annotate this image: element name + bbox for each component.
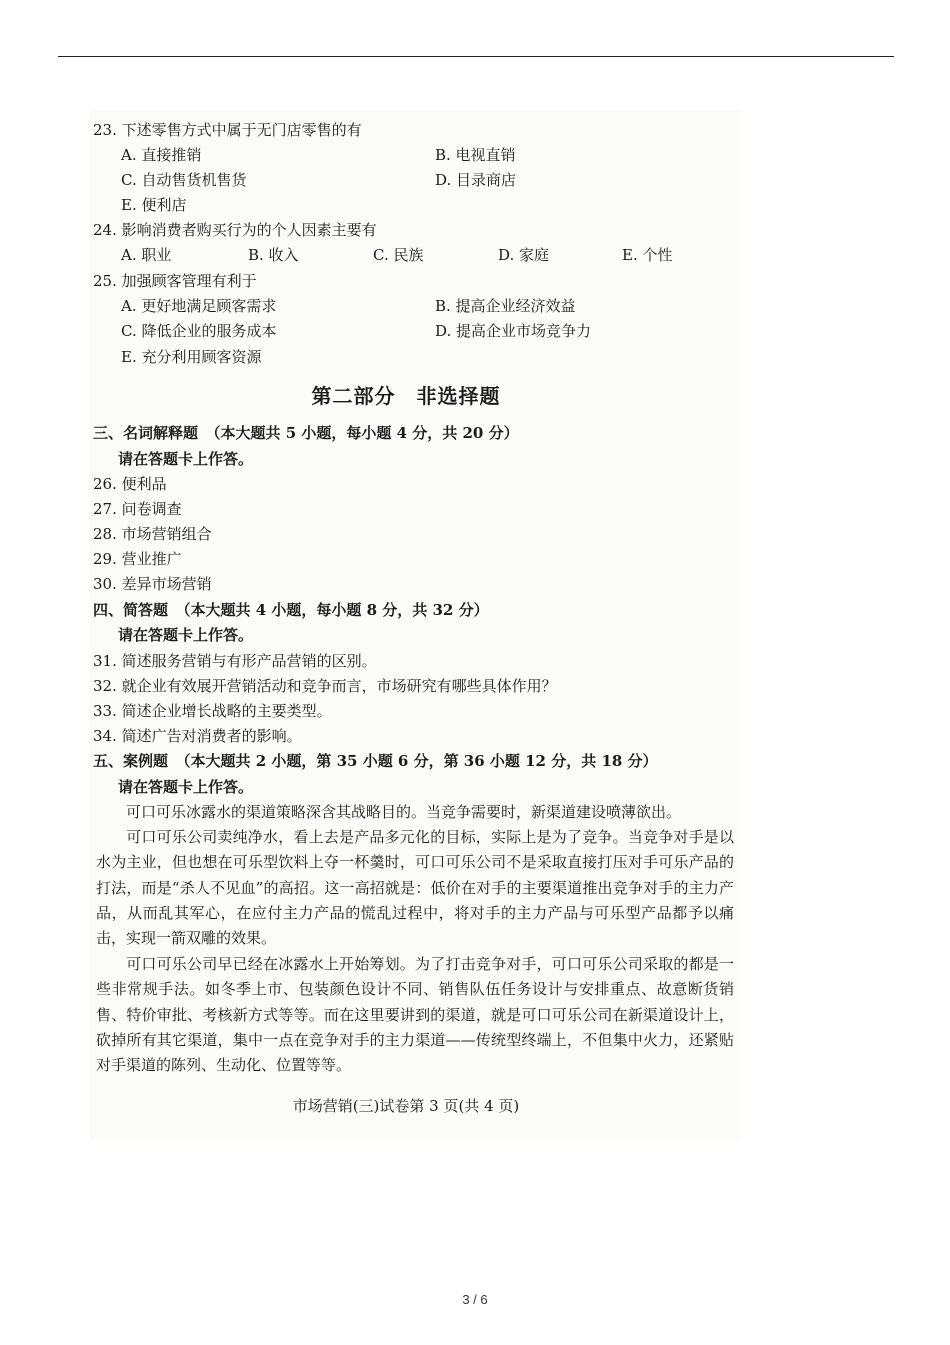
q25-option-b: B. 提高企业经济效益 [435,297,576,315]
case-paragraph-2-text: 可口可乐公司卖纯净水，看上去是产品多元化的目标，实际上是为了竞争。当竞争对手是以水为主业，但也想在可乐型饮料上夺一杯羹时，可口可乐公司不是采取直接打压对手可乐产品的打法，而是“杀人不见血”的高招。这一高招就是：低价在对手的主要渠道推出竞争对手的主力产品，从而乱其军心，在应付主力产品的慌乱过程中，将对手的主力产品与可乐型产品都予以痛击，实现一箭双雕的效果。 [96,828,734,948]
q23-option-c: C. 自动售货机售货 [121,171,247,189]
section-5-note: 请在答题卡上作答。 [118,778,254,796]
case-paragraph-1 [96,800,734,825]
q24-option-c: C. 民族 [373,246,424,264]
q23-option-d: D. 目录商店 [435,171,517,189]
q24-stem: 24. 影响消费者购买行为的个人因素主要有 [93,221,377,239]
q25-option-a: A. 更好地满足顾客需求 [121,297,277,315]
page-number: 3 / 6 [462,1292,488,1307]
section-4-heading: 四、简答题 （本大题共 4 小题，每小题 8 分，共 32 分） [93,601,489,619]
q23-option-b: B. 电视直销 [435,146,516,164]
section-4-note: 请在答题卡上作答。 [118,626,254,644]
q23-option-e: E. 便利店 [121,196,187,214]
top-rule [58,56,894,57]
term-item: 29. 营业推广 [93,550,182,568]
term-item: 26. 便利品 [93,475,167,493]
section-3-note: 请在答题卡上作答。 [118,450,254,468]
term-item: 28. 市场营销组合 [93,525,212,543]
section-3-heading: 三、名词解释题 （本大题共 5 小题，每小题 4 分，共 20 分） [93,424,519,442]
page-footer: 市场营销(三)试卷第 3 页(共 4 页) [292,1097,520,1115]
short-answer-item: 31. 简述服务营销与有形产品营销的区别。 [93,652,377,670]
section-5-heading: 五、案例题 （本大题共 2 小题，第 35 小题 6 分，第 36 小题 12 分，共 18 分） [93,752,658,770]
short-answer-item: 32. 就企业有效展开营销活动和竞争而言，市场研究有哪些具体作用？ [93,677,557,695]
q24-option-a: A. 职业 [121,246,172,264]
q24-option-e: E. 个性 [622,246,673,264]
q24-option-d: D. 家庭 [498,246,550,264]
case-paragraph-3 [96,952,734,1078]
short-answer-item: 33. 简述企业增长战略的主要类型。 [93,702,332,720]
q24-option-b: B. 收入 [248,246,299,264]
q23-stem: 23. 下述零售方式中属于无门店零售的有 [93,121,362,139]
case-paragraph-1-text: 可口可乐冰露水的渠道策略深含其战略目的。当竞争需要时，新渠道建设喷薄欲出。 [126,803,682,821]
case-paragraph-2 [96,825,734,951]
term-item: 27. 问卷调查 [93,500,182,518]
q23-option-a: A. 直接推销 [121,146,202,164]
short-answer-item: 34. 简述广告对消费者的影响。 [93,727,302,745]
q25-option-e: E. 充分利用顾客资源 [121,348,262,366]
term-item: 30. 差异市场营销 [93,575,212,593]
part-two-title: 第二部分 非选择题 [311,384,501,408]
q25-stem: 25. 加强顾客管理有利于 [93,272,257,290]
case-paragraph-3-text: 可口可乐公司早已经在冰露水上开始筹划。为了打击竞争对手，可口可乐公司采取的都是一些非常规手法。如冬季上市、包装颜色设计不同、销售队伍任务设计与安排重点、故意断货销售、特价审批、考核新方式等等。而在这里要讲到的渠道，就是可口可乐公司在新渠道设计上，砍掉所有其它渠道，集中一点在竞争对手的主力渠道——传统型终端上，不但集中火力，还紧贴对手渠道的陈列、生动化、位置等等。 [96,955,734,1075]
q25-option-c: C. 降低企业的服务成本 [121,322,277,340]
q25-option-d: D. 提高企业市场竞争力 [435,322,592,340]
